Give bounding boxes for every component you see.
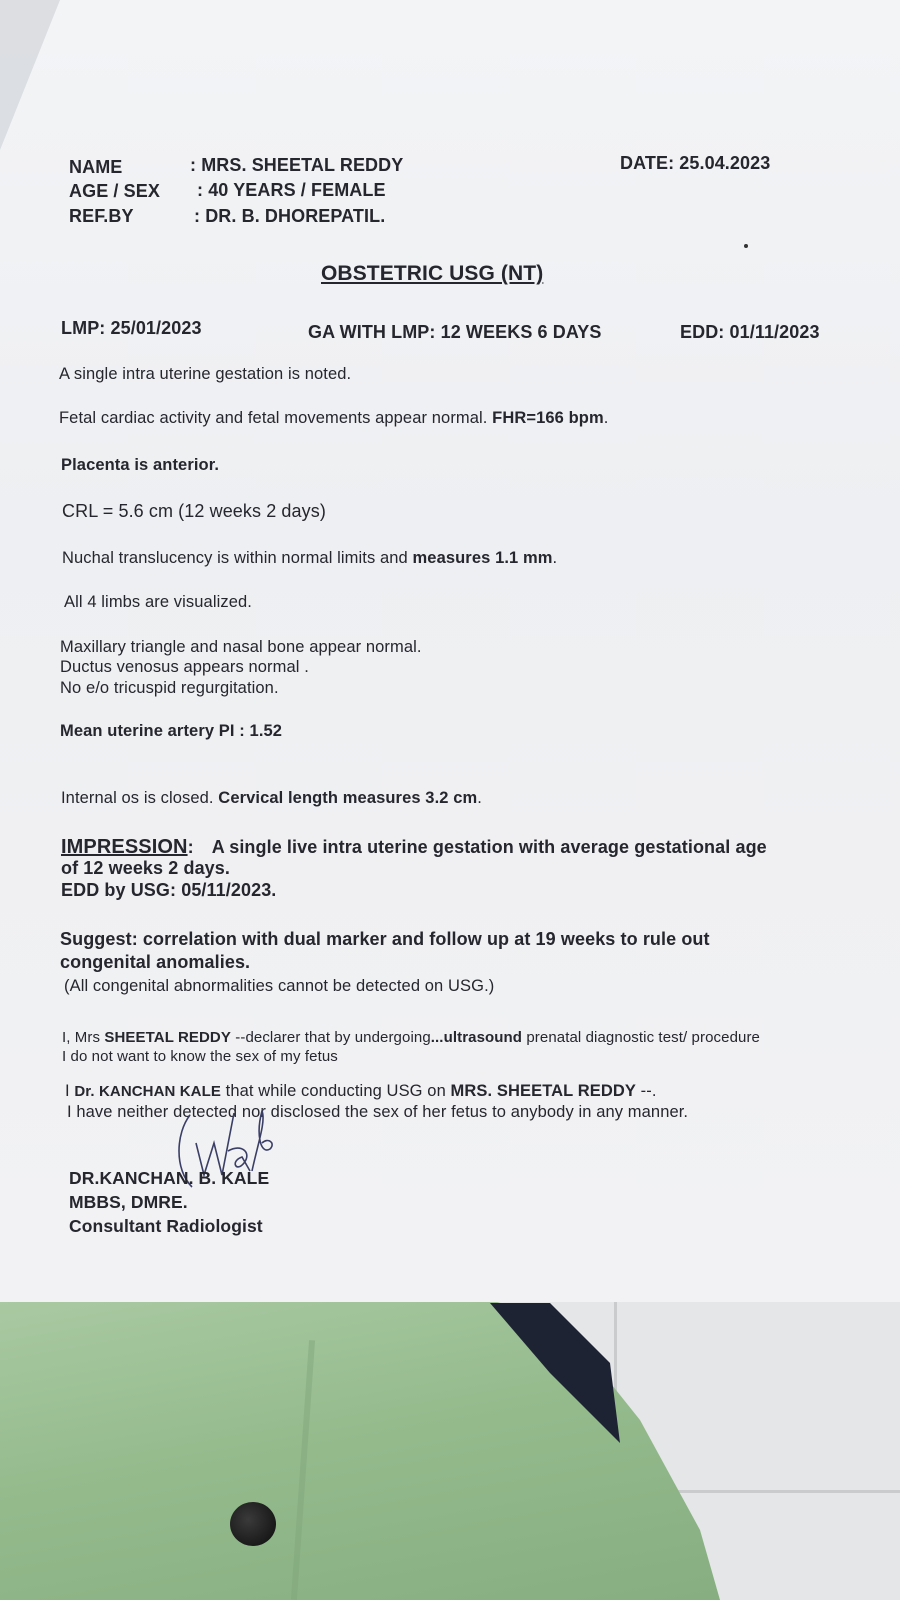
paper-corner-shadow	[0, 0, 60, 150]
finding-limbs: All 4 limbs are visualized.	[64, 593, 252, 611]
ga-with-lmp: GA WITH LMP: 12 WEEKS 6 DAYS	[308, 322, 602, 342]
doctor-degree: MBBS, DMRE.	[69, 1192, 188, 1212]
impression-text: A single live intra uterine gestation with average gestational age	[211, 837, 767, 857]
impression-line-2: of 12 weeks 2 days.	[61, 858, 230, 878]
impression-edd: EDD by USG: 05/11/2023.	[61, 880, 277, 900]
finding-cervical	[61, 789, 482, 808]
cardiac-end: .	[603, 409, 609, 427]
finding-ductus: Ductus venosus appears normal .	[60, 658, 309, 676]
name-value: : MRS. SHEETAL REDDY	[190, 155, 404, 175]
declaration-doctor-line-2: I have neither detected nor disclosed the sex of her fetus to anybody in any manner.	[67, 1103, 689, 1121]
ref-value: : DR. B. DHOREPATIL.	[194, 206, 386, 226]
ref-label: REF.BY	[69, 206, 134, 226]
lmp: LMP: 25/01/2023	[61, 318, 202, 338]
name-label: NAME	[69, 157, 123, 177]
nuchal-end: .	[552, 549, 558, 567]
age-value: : 40 YEARS / FEMALE	[197, 180, 386, 200]
fhr-value: FHR=166 bpm	[492, 409, 604, 427]
decl-p1-e: prenatal diagnostic test/ procedure	[522, 1029, 760, 1046]
declaration-patient	[62, 1029, 760, 1046]
age-label: AGE / SEX	[69, 181, 160, 201]
suggest-line-2: congenital anomalies.	[60, 952, 251, 972]
suggest-line-1: Suggest: correlation with dual marker and follow up at 19 weeks to rule out	[60, 929, 710, 949]
finding-nuchal	[62, 549, 557, 568]
nuchal-measure: measures 1.1 mm	[412, 549, 553, 567]
finding-gestation: A single intra uterine gestation is noted.	[59, 365, 352, 383]
cervical-length: Cervical length measures 3.2 cm	[218, 789, 478, 807]
report-title: OBSTETRIC USG (NT)	[321, 262, 544, 285]
finding-uterine-pi: Mean uterine artery PI : 1.52	[60, 722, 283, 740]
edd-lmp: EDD: 01/11/2023	[680, 322, 820, 342]
finding-cardiac	[59, 409, 608, 428]
decl-p1-a: I, Mrs	[62, 1029, 105, 1046]
finding-crl: CRL = 5.6 cm (12 weeks 2 days)	[62, 501, 326, 521]
impression-colon: :	[187, 837, 194, 857]
impression-label: IMPRESSION	[61, 836, 188, 858]
black-button	[230, 1502, 276, 1546]
speck	[744, 244, 748, 248]
nuchal-text: Nuchal translucency is within normal limits and	[62, 549, 413, 567]
decl-ultrasound: ...ultrasound	[430, 1029, 523, 1046]
declaration-doctor	[65, 1082, 657, 1101]
decl-doctor-name: Dr. KANCHAN KALE	[74, 1083, 221, 1100]
os-end: .	[477, 789, 482, 807]
decl-p2-c: that while conducting USG on	[220, 1082, 451, 1100]
finding-maxillary: Maxillary triangle and nasal bone appear normal.	[60, 638, 422, 656]
doctor-role: Consultant Radiologist	[69, 1216, 263, 1236]
declaration-patient-line-2: I do not want to know the sex of my fetus	[62, 1048, 338, 1065]
decl-p1-c: --declarer that by undergoing	[230, 1029, 431, 1046]
finding-placenta: Placenta is anterior.	[61, 456, 220, 474]
impression-line-1	[61, 836, 767, 859]
decl-patient-name: SHEETAL REDDY	[104, 1029, 231, 1046]
decl-p2-a: I	[65, 1082, 75, 1100]
suggest-note: (All congenital abnormalities cannot be detected on USG.)	[64, 977, 495, 995]
cardiac-text: Fetal cardiac activity and fetal movements appear normal.	[59, 409, 493, 427]
doctor-name: DR.KANCHAN. B. KALE	[69, 1168, 270, 1188]
decl-patient-name-2: MRS. SHEETAL REDDY	[450, 1082, 636, 1100]
os-text: Internal os is closed.	[61, 789, 219, 807]
decl-p2-e: --.	[636, 1082, 657, 1100]
finding-tricuspid: No e/o tricuspid regurgitation.	[60, 679, 279, 697]
report-date: DATE: 25.04.2023	[620, 153, 771, 173]
